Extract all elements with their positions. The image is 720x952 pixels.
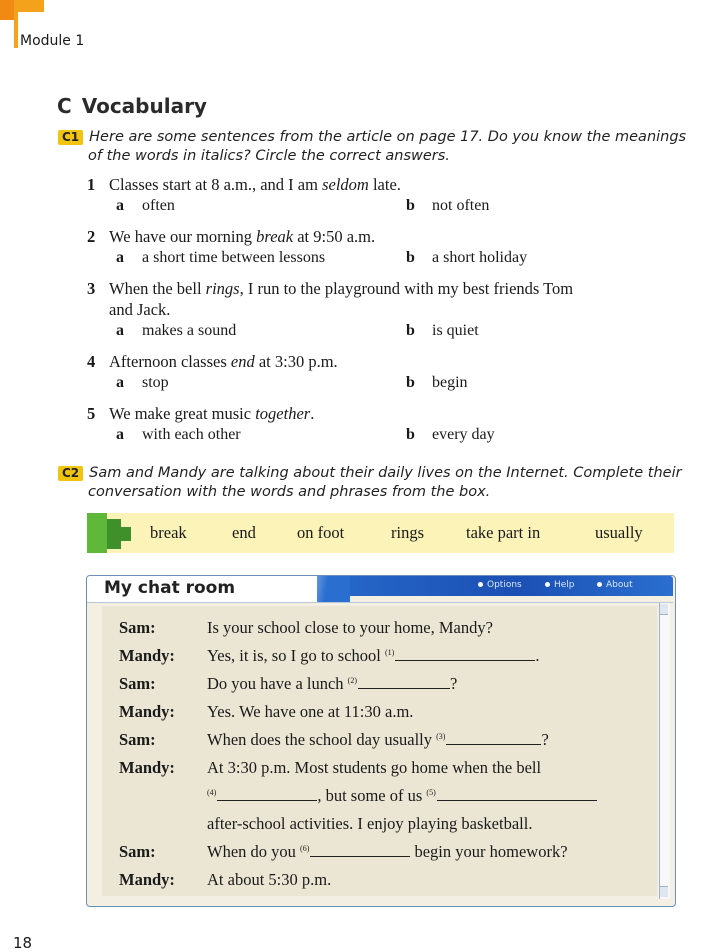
- option-letter: a: [116, 197, 124, 214]
- question-1: [87, 175, 401, 195]
- question-3-line2: and Jack.: [109, 300, 171, 319]
- option-letter: a: [116, 249, 124, 266]
- question-italic-word: rings: [205, 279, 240, 298]
- option-2b[interactable]: [406, 249, 527, 267]
- word-end: end: [232, 523, 256, 542]
- option-text: begin: [432, 374, 468, 391]
- chat-divider: [87, 602, 673, 603]
- chat-line: [207, 646, 539, 666]
- chat-line-end: .: [535, 646, 540, 665]
- question-text: Classes start at 8 a.m., and I am: [109, 175, 323, 194]
- option-1a[interactable]: [116, 197, 175, 215]
- speaker-name: Sam:: [119, 730, 156, 749]
- chat-line: At about 5:30 p.m.: [207, 870, 332, 889]
- option-text: a short holiday: [432, 249, 528, 266]
- blank-2[interactable]: [358, 674, 450, 689]
- chat-line-text: Do you have a lunch: [207, 674, 344, 693]
- scroll-down-arrow-icon[interactable]: [660, 886, 668, 897]
- corner-decoration-dark: [0, 0, 14, 20]
- word-box-decoration: [121, 527, 131, 541]
- option-letter: a: [116, 322, 124, 339]
- section-title-text: Vocabulary: [81, 94, 207, 118]
- chat-line: [207, 730, 549, 750]
- question-italic-word: end: [230, 352, 255, 371]
- speaker-name: Sam:: [119, 842, 156, 861]
- chat-line-end: ?: [450, 674, 458, 693]
- question-text: Afternoon classes: [109, 352, 231, 371]
- question-number: 3: [87, 279, 96, 298]
- bullet-icon: [545, 582, 550, 587]
- blank-6[interactable]: [310, 842, 410, 857]
- menu-help[interactable]: [545, 580, 575, 590]
- c1-instruction-line2: of the words in italics? Circle the correct answers.: [88, 148, 450, 164]
- option-5b[interactable]: [406, 426, 495, 444]
- question-number: 5: [87, 404, 96, 423]
- option-3b[interactable]: [406, 322, 479, 340]
- question-text-end: at 9:50 a.m.: [293, 227, 376, 246]
- option-letter: a: [116, 374, 124, 391]
- blank-number: (6): [300, 844, 310, 853]
- chat-line: Is your school close to your home, Mandy?: [207, 618, 493, 637]
- c1-badge: C1: [58, 130, 83, 145]
- chat-line-end: begin your homework?: [414, 842, 568, 861]
- module-label: Module 1: [20, 33, 85, 49]
- question-number: 2: [87, 227, 96, 246]
- chat-line-text: , but some of us: [317, 786, 423, 805]
- option-text: with each other: [142, 426, 241, 443]
- option-letter: b: [406, 249, 415, 266]
- option-5a[interactable]: [116, 426, 241, 444]
- option-text: every day: [432, 426, 495, 443]
- word-on-foot: on foot: [297, 523, 345, 542]
- blank-number: (1): [385, 648, 395, 657]
- blank-4[interactable]: [217, 786, 317, 801]
- option-text: stop: [142, 374, 169, 391]
- option-letter: b: [406, 322, 415, 339]
- menu-help-label: Help: [554, 580, 575, 590]
- speaker-name: Sam:: [119, 618, 156, 637]
- blank-number: (4): [207, 788, 217, 797]
- option-2a[interactable]: [116, 249, 325, 267]
- chat-line-end: ?: [541, 730, 549, 749]
- option-letter: b: [406, 426, 415, 443]
- chat-line: [207, 674, 457, 694]
- blank-number: (3): [436, 732, 446, 741]
- speaker-name: Sam:: [119, 674, 156, 693]
- word-take-part-in: take part in: [466, 523, 541, 542]
- question-5: [87, 404, 314, 424]
- c2-badge: C2: [58, 466, 83, 481]
- c2-instruction-line1: Sam and Mandy are talking about their daily lives on the Internet. Complete their: [89, 465, 682, 481]
- chat-line: At 3:30 p.m. Most students go home when the bell: [207, 758, 542, 777]
- bullet-icon: [597, 582, 602, 587]
- menu-about-label: About: [606, 580, 633, 590]
- chat-scrollbar[interactable]: [659, 603, 670, 899]
- speaker-name: Mandy:: [119, 646, 175, 665]
- corner-stripe: [14, 8, 18, 48]
- option-1b[interactable]: [406, 197, 489, 215]
- speaker-name: Mandy:: [119, 870, 175, 889]
- question-text-end: at 3:30 p.m.: [254, 352, 338, 371]
- question-text-end: .: [310, 404, 315, 423]
- question-text: We have our morning: [109, 227, 257, 246]
- chat-line: [207, 786, 597, 806]
- option-letter: a: [116, 426, 124, 443]
- word-usually: usually: [595, 523, 643, 542]
- question-text-end: , I run to the playground with my best friends Tom: [239, 279, 574, 298]
- option-text: not often: [432, 197, 490, 214]
- c2-instruction-line2: conversation with the words and phrases from the box.: [88, 484, 491, 500]
- word-box-decoration: [87, 513, 107, 553]
- blank-number: (2): [347, 676, 357, 685]
- speaker-name: Mandy:: [119, 758, 175, 777]
- question-text-end: late.: [368, 175, 401, 194]
- word-box-decoration: [107, 519, 121, 549]
- chat-line-text: When does the school day usually: [207, 730, 432, 749]
- question-number: 1: [87, 175, 96, 194]
- chat-line-text: Yes, it is, so I go to school: [207, 646, 381, 665]
- chat-line: Yes. We have one at 11:30 a.m.: [207, 702, 414, 721]
- chat-line-text: When do you: [207, 842, 296, 861]
- question-italic-word: break: [256, 227, 294, 246]
- page-number: 18: [13, 934, 33, 952]
- question-4: [87, 352, 338, 372]
- question-italic-word: seldom: [322, 175, 369, 194]
- word-rings: rings: [391, 523, 424, 542]
- option-text: often: [142, 197, 175, 214]
- blank-number: (5): [426, 788, 436, 797]
- chat-title: My chat room: [104, 578, 236, 598]
- chat-line: after-school activities. I enjoy playing basketball.: [207, 814, 533, 833]
- option-letter: b: [406, 374, 415, 391]
- menu-options[interactable]: [478, 580, 522, 590]
- question-3: [87, 279, 573, 299]
- question-italic-word: together: [255, 404, 311, 423]
- question-text: When the bell: [109, 279, 206, 298]
- c1-instruction: [58, 128, 698, 166]
- option-4b[interactable]: [406, 374, 468, 392]
- option-text: a short time between lessons: [142, 249, 326, 266]
- bullet-icon: [478, 582, 483, 587]
- chat-line: [207, 842, 568, 862]
- section-letter: C: [57, 94, 72, 118]
- menu-about[interactable]: [597, 580, 633, 590]
- question-number: 4: [87, 352, 96, 371]
- c2-instruction: [58, 464, 698, 502]
- c1-instruction-line1: Here are some sentences from the article on page 17. Do you know the meanings: [89, 129, 687, 145]
- section-title: [57, 94, 207, 118]
- word-break: break: [150, 523, 187, 542]
- blank-1[interactable]: [395, 646, 535, 661]
- question-2: [87, 227, 375, 247]
- option-4a[interactable]: [116, 374, 169, 392]
- menu-options-label: Options: [487, 580, 522, 590]
- option-text: makes a sound: [142, 322, 237, 339]
- option-text: is quiet: [432, 322, 479, 339]
- option-letter: b: [406, 197, 415, 214]
- question-text: We make great music: [109, 404, 256, 423]
- blank-5[interactable]: [437, 786, 597, 801]
- speaker-name: Mandy:: [119, 702, 175, 721]
- option-3a[interactable]: [116, 322, 236, 340]
- blank-3[interactable]: [446, 730, 541, 745]
- scroll-up-arrow-icon[interactable]: [660, 604, 668, 615]
